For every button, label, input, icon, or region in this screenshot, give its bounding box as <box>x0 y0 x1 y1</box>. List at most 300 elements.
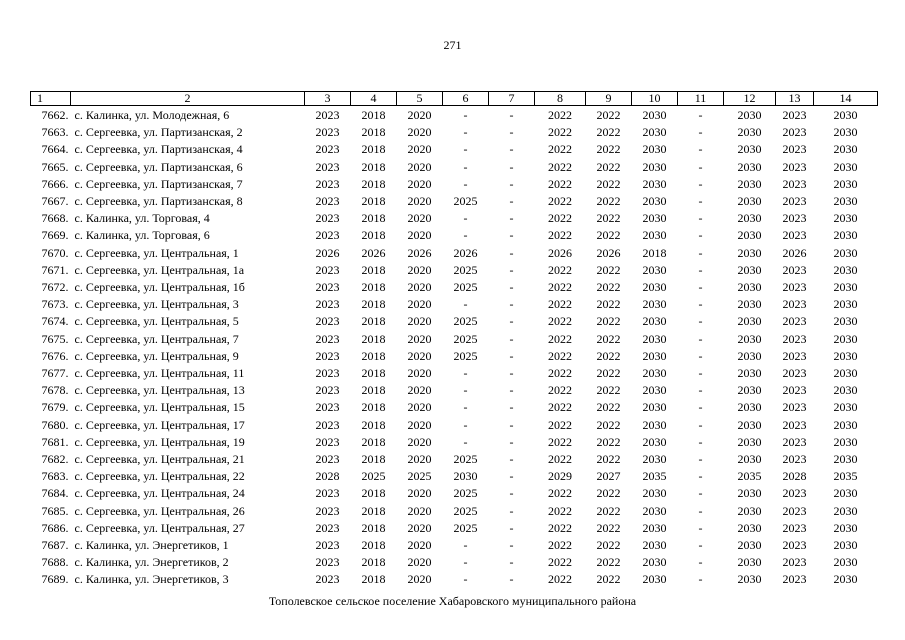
year-cell: 2022 <box>548 520 572 535</box>
year-cell: - <box>463 125 468 140</box>
year-cell: - <box>463 142 468 157</box>
year-cell: - <box>509 280 514 295</box>
year-cell: - <box>698 228 703 243</box>
year-cell: 2023 <box>315 108 340 122</box>
year-cell: 2023 <box>315 400 340 415</box>
year-cell: 2030 <box>642 297 667 312</box>
year-cell: 2030 <box>833 503 858 518</box>
year-cell: 2035 <box>833 469 858 484</box>
table-row <box>31 417 878 434</box>
year-cell: 2018 <box>361 176 386 191</box>
year-cell: 2030 <box>737 245 762 260</box>
year-cell: 2023 <box>315 176 340 191</box>
year-cell: 2020 <box>407 297 432 312</box>
year-cell: 2023 <box>782 194 807 209</box>
year-cell: 2020 <box>407 280 432 295</box>
year-cell: 2018 <box>361 348 386 363</box>
year-cell: 2030 <box>833 348 858 363</box>
year-cell: 2018 <box>361 331 386 346</box>
column-header-12: 12 <box>724 92 776 106</box>
year-cell: - <box>509 469 514 484</box>
schedule-table <box>30 91 878 589</box>
row-number: 7666. <box>41 176 69 191</box>
address-cell: с. Сергеевка, ул. Центральная, 13 <box>74 383 245 398</box>
table-row <box>31 348 878 365</box>
year-cell: 2020 <box>407 331 432 346</box>
year-cell: 2030 <box>642 159 667 174</box>
year-cell: 2022 <box>596 314 621 329</box>
address-cell: с. Сергеевка, ул. Центральная, 22 <box>74 469 245 484</box>
year-cell: 2030 <box>642 280 667 295</box>
address-cell: с. Сергеевка, ул. Партизанская, 6 <box>74 159 243 174</box>
year-cell: 2030 <box>833 142 858 157</box>
row-number: 7669. <box>41 228 69 243</box>
year-cell: 2022 <box>596 572 621 587</box>
year-cell: 2030 <box>737 176 762 191</box>
year-cell: 2020 <box>407 417 432 432</box>
year-cell: 2018 <box>361 125 386 140</box>
address-cell: с. Калинка, ул. Торговая, 6 <box>74 228 210 243</box>
year-cell: 2020 <box>407 366 432 381</box>
page-number: 271 <box>443 38 462 52</box>
year-cell: - <box>698 331 703 346</box>
year-cell: 2023 <box>782 555 807 570</box>
year-cell: - <box>698 176 703 191</box>
year-cell: - <box>698 125 703 140</box>
year-cell: 2020 <box>407 159 432 174</box>
year-cell: 2030 <box>642 538 667 553</box>
year-cell: - <box>509 434 514 449</box>
year-cell: 2020 <box>407 400 432 415</box>
year-cell: 2030 <box>737 434 762 449</box>
year-cell: 2030 <box>833 572 858 587</box>
year-cell: 2030 <box>833 417 858 432</box>
year-cell: - <box>509 108 514 122</box>
address-cell: с. Сергеевка, ул. Центральная, 1б <box>74 280 245 295</box>
year-cell: 2023 <box>782 572 807 587</box>
year-cell: 2030 <box>833 176 858 191</box>
year-cell: 2018 <box>361 538 386 553</box>
year-cell: 2030 <box>642 400 667 415</box>
year-cell: 2030 <box>833 262 858 277</box>
year-cell: 2030 <box>642 452 667 467</box>
year-cell: 2023 <box>315 331 340 346</box>
table-row <box>31 176 878 193</box>
address-cell: с. Сергеевка, ул. Партизанская, 2 <box>74 125 243 140</box>
year-cell: 2023 <box>782 400 807 415</box>
year-cell: 2023 <box>782 280 807 295</box>
year-cell: 2022 <box>596 417 621 432</box>
year-cell: - <box>463 555 468 570</box>
table-row <box>31 537 878 554</box>
table-header-row <box>31 92 878 106</box>
year-cell: - <box>509 159 514 174</box>
year-cell: 2030 <box>833 228 858 243</box>
year-cell: - <box>698 159 703 174</box>
row-number: 7670. <box>41 245 69 260</box>
year-cell: 2023 <box>315 383 340 398</box>
year-cell: 2030 <box>833 366 858 381</box>
year-cell: 2030 <box>737 366 762 381</box>
year-cell: 2020 <box>407 108 432 122</box>
year-cell: 2030 <box>833 108 858 122</box>
row-number: 7677. <box>41 366 69 381</box>
year-cell: 2023 <box>315 366 340 381</box>
year-cell: 2030 <box>833 280 858 295</box>
row-number: 7681. <box>41 434 69 449</box>
year-cell: 2025 <box>453 348 478 363</box>
year-cell: 2018 <box>361 280 386 295</box>
year-cell: - <box>463 366 468 381</box>
year-cell: 2030 <box>642 262 667 277</box>
year-cell: 2023 <box>782 417 807 432</box>
row-number: 7663. <box>41 125 69 140</box>
year-cell: 2022 <box>548 383 572 398</box>
year-cell: 2026 <box>782 245 807 260</box>
year-cell: - <box>698 503 703 518</box>
year-cell: 2023 <box>315 417 340 432</box>
year-cell: - <box>463 176 468 191</box>
year-cell: 2030 <box>642 314 667 329</box>
year-cell: 2020 <box>407 348 432 363</box>
year-cell: - <box>509 262 514 277</box>
table-row <box>31 451 878 468</box>
year-cell: 2018 <box>361 159 386 174</box>
table-row <box>31 141 878 158</box>
address-cell: с. Калинка, ул. Энергетиков, 2 <box>74 555 229 570</box>
year-cell: 2018 <box>361 142 386 157</box>
row-number: 7668. <box>41 211 69 226</box>
column-header-7: 7 <box>489 92 535 106</box>
year-cell: 2035 <box>642 469 667 484</box>
table-row <box>31 485 878 502</box>
year-cell: 2022 <box>596 452 621 467</box>
year-cell: 2030 <box>642 348 667 363</box>
year-cell: 2023 <box>782 176 807 191</box>
table-row <box>31 262 878 279</box>
year-cell: - <box>509 314 514 329</box>
year-cell: 2025 <box>453 486 478 501</box>
year-cell: - <box>463 108 468 122</box>
year-cell: - <box>509 348 514 363</box>
year-cell: 2022 <box>596 108 621 122</box>
year-cell: 2025 <box>453 452 478 467</box>
address-cell: с. Сергеевка, ул. Центральная, 5 <box>74 314 239 329</box>
year-cell: 2020 <box>407 538 432 553</box>
year-cell: 2020 <box>407 520 432 535</box>
year-cell: 2030 <box>737 262 762 277</box>
year-cell: - <box>509 245 514 260</box>
address-cell: с. Сергеевка, ул. Центральная, 19 <box>74 434 245 449</box>
year-cell: 2030 <box>737 383 762 398</box>
year-cell: 2030 <box>453 469 478 484</box>
year-cell: 2030 <box>833 159 858 174</box>
year-cell: 2023 <box>782 434 807 449</box>
year-cell: 2030 <box>737 108 762 122</box>
year-cell: 2030 <box>737 520 762 535</box>
year-cell: - <box>463 572 468 587</box>
year-cell: 2022 <box>596 280 621 295</box>
address-cell: с. Калинка, ул. Молодежная, 6 <box>74 108 230 122</box>
year-cell: - <box>509 176 514 191</box>
table-row <box>31 571 878 588</box>
year-cell: - <box>463 400 468 415</box>
year-cell: 2023 <box>315 142 340 157</box>
column-header-4: 4 <box>351 92 397 106</box>
column-header-9: 9 <box>586 92 632 106</box>
table-row <box>31 434 878 451</box>
address-cell: с. Сергеевка, ул. Центральная, 9 <box>74 348 239 363</box>
year-cell: 2026 <box>315 245 340 260</box>
year-cell: 2023 <box>315 262 340 277</box>
year-cell: 2022 <box>548 572 572 587</box>
year-cell: 2022 <box>548 503 572 518</box>
year-cell: 2022 <box>596 331 621 346</box>
year-cell: 2023 <box>782 452 807 467</box>
row-number: 7662. <box>41 108 69 122</box>
year-cell: 2023 <box>782 538 807 553</box>
year-cell: 2030 <box>737 400 762 415</box>
year-cell: - <box>509 142 514 157</box>
table-row <box>31 193 878 210</box>
year-cell: 2020 <box>407 555 432 570</box>
year-cell: 2025 <box>407 469 432 484</box>
year-cell: - <box>509 572 514 587</box>
year-cell: - <box>698 262 703 277</box>
year-cell: 2022 <box>596 383 621 398</box>
year-cell: - <box>509 211 514 226</box>
year-cell: - <box>698 366 703 381</box>
year-cell: 2030 <box>642 228 667 243</box>
year-cell: 2023 <box>782 211 807 226</box>
year-cell: - <box>463 159 468 174</box>
year-cell: 2026 <box>453 245 478 260</box>
year-cell: - <box>698 142 703 157</box>
address-cell: с. Сергеевка, ул. Центральная, 1 <box>74 245 239 260</box>
year-cell: 2022 <box>548 297 572 312</box>
year-cell: 2025 <box>453 314 478 329</box>
year-cell: 2025 <box>453 262 478 277</box>
year-cell: 2022 <box>596 366 621 381</box>
year-cell: 2022 <box>548 159 572 174</box>
row-number: 7676. <box>41 348 69 363</box>
year-cell: 2025 <box>361 469 386 484</box>
year-cell: 2025 <box>453 194 478 209</box>
year-cell: - <box>463 417 468 432</box>
year-cell: - <box>698 486 703 501</box>
address-cell: с. Сергеевка, ул. Центральная, 11 <box>74 366 245 381</box>
year-cell: - <box>698 520 703 535</box>
year-cell: - <box>509 503 514 518</box>
year-cell: 2025 <box>453 520 478 535</box>
year-cell: 2022 <box>596 194 621 209</box>
year-cell: 2030 <box>737 417 762 432</box>
year-cell: 2022 <box>548 125 572 140</box>
year-cell: - <box>698 417 703 432</box>
year-cell: 2022 <box>548 417 572 432</box>
year-cell: 2023 <box>315 486 340 501</box>
year-cell: 2022 <box>548 176 572 191</box>
table-row <box>31 296 878 313</box>
year-cell: 2022 <box>548 486 572 501</box>
year-cell: 2030 <box>642 486 667 501</box>
year-cell: 2022 <box>548 194 572 209</box>
year-cell: 2018 <box>361 520 386 535</box>
year-cell: - <box>463 211 468 226</box>
year-cell: 2023 <box>782 262 807 277</box>
year-cell: 2022 <box>596 228 621 243</box>
table-row <box>31 382 878 399</box>
year-cell: 2027 <box>596 469 621 484</box>
year-cell: 2023 <box>782 142 807 157</box>
year-cell: 2023 <box>782 125 807 140</box>
address-cell: с. Сергеевка, ул. Центральная, 15 <box>74 400 245 415</box>
year-cell: - <box>698 572 703 587</box>
row-number: 7675. <box>41 331 69 346</box>
address-cell: с. Сергеевка, ул. Центральная, 26 <box>74 503 245 518</box>
year-cell: 2023 <box>782 366 807 381</box>
year-cell: 2023 <box>315 159 340 174</box>
year-cell: 2018 <box>361 194 386 209</box>
address-cell: с. Сергеевка, ул. Центральная, 24 <box>74 486 245 501</box>
table-row <box>31 468 878 485</box>
year-cell: 2018 <box>361 366 386 381</box>
year-cell: - <box>509 297 514 312</box>
year-cell: 2018 <box>361 572 386 587</box>
year-cell: 2018 <box>361 383 386 398</box>
year-cell: - <box>698 383 703 398</box>
column-header-1: 1 <box>31 92 71 106</box>
year-cell: 2030 <box>833 538 858 553</box>
year-cell: 2030 <box>642 417 667 432</box>
year-cell: 2022 <box>548 228 572 243</box>
table-row <box>31 365 878 382</box>
year-cell: 2022 <box>548 142 572 157</box>
year-cell: - <box>698 297 703 312</box>
year-cell: - <box>509 486 514 501</box>
year-cell: 2030 <box>642 142 667 157</box>
year-cell: - <box>698 555 703 570</box>
year-cell: 2030 <box>833 211 858 226</box>
year-cell: - <box>698 280 703 295</box>
year-cell: 2035 <box>737 469 762 484</box>
address-cell: с. Сергеевка, ул. Партизанская, 8 <box>74 194 243 209</box>
year-cell: 2022 <box>548 280 572 295</box>
address-cell: с. Сергеевка, ул. Центральная, 27 <box>74 520 245 535</box>
year-cell: 2023 <box>782 331 807 346</box>
year-cell: 2022 <box>548 366 572 381</box>
year-cell: 2026 <box>361 245 386 260</box>
year-cell: 2022 <box>596 538 621 553</box>
row-number: 7684. <box>41 486 69 501</box>
year-cell: 2020 <box>407 142 432 157</box>
year-cell: 2030 <box>833 486 858 501</box>
year-cell: 2023 <box>782 108 807 122</box>
year-cell: - <box>698 348 703 363</box>
year-cell: 2023 <box>315 314 340 329</box>
row-number: 7665. <box>41 159 69 174</box>
year-cell: 2030 <box>833 520 858 535</box>
year-cell: 2030 <box>737 142 762 157</box>
year-cell: 2030 <box>642 176 667 191</box>
year-cell: 2022 <box>548 211 572 226</box>
year-cell: - <box>509 452 514 467</box>
year-cell: 2030 <box>833 434 858 449</box>
year-cell: 2020 <box>407 228 432 243</box>
table-row <box>31 331 878 348</box>
table-row <box>31 503 878 520</box>
footer-caption: Тополевское сельское поселение Хабаровского муниципального района <box>268 594 637 608</box>
year-cell: 2030 <box>642 331 667 346</box>
year-cell: 2020 <box>407 176 432 191</box>
column-header-2: 2 <box>71 92 305 106</box>
year-cell: 2018 <box>642 245 667 260</box>
year-cell: 2023 <box>782 520 807 535</box>
address-cell: с. Сергеевка, ул. Центральная, 21 <box>74 452 245 467</box>
year-cell: 2030 <box>737 572 762 587</box>
year-cell: 2026 <box>407 245 432 260</box>
year-cell: 2030 <box>642 108 667 122</box>
year-cell: 2030 <box>642 125 667 140</box>
year-cell: 2030 <box>833 314 858 329</box>
year-cell: 2020 <box>407 486 432 501</box>
year-cell: 2030 <box>833 194 858 209</box>
year-cell: 2022 <box>596 348 621 363</box>
year-cell: - <box>698 400 703 415</box>
year-cell: 2022 <box>548 538 572 553</box>
year-cell: 2026 <box>596 245 621 260</box>
year-cell: 2022 <box>596 125 621 140</box>
year-cell: - <box>463 383 468 398</box>
year-cell: 2022 <box>596 297 621 312</box>
year-cell: 2020 <box>407 572 432 587</box>
year-cell: 2018 <box>361 228 386 243</box>
year-cell: 2023 <box>315 228 340 243</box>
column-header-13: 13 <box>776 92 814 106</box>
column-header-11: 11 <box>678 92 724 106</box>
year-cell: - <box>509 538 514 553</box>
table-row <box>31 124 878 141</box>
year-cell: - <box>509 125 514 140</box>
row-number: 7689. <box>41 572 69 587</box>
year-cell: 2022 <box>596 262 621 277</box>
year-cell: 2022 <box>596 486 621 501</box>
year-cell: 2018 <box>361 452 386 467</box>
year-cell: 2020 <box>407 125 432 140</box>
year-cell: - <box>698 434 703 449</box>
table-row <box>31 399 878 416</box>
year-cell: - <box>698 452 703 467</box>
table-row <box>31 159 878 176</box>
row-number: 7680. <box>41 417 69 432</box>
year-cell: 2023 <box>315 572 340 587</box>
address-cell: с. Сергеевка, ул. Центральная, 17 <box>74 417 245 432</box>
address-cell: с. Калинка, ул. Торговая, 4 <box>74 211 210 226</box>
year-cell: 2030 <box>737 348 762 363</box>
year-cell: 2023 <box>782 297 807 312</box>
year-cell: 2030 <box>642 555 667 570</box>
address-cell: с. Калинка, ул. Энергетиков, 3 <box>74 572 229 587</box>
year-cell: 2026 <box>548 245 572 260</box>
column-header-6: 6 <box>443 92 489 106</box>
year-cell: 2022 <box>596 434 621 449</box>
address-cell: с. Сергеевка, ул. Центральная, 1а <box>74 262 245 277</box>
year-cell: - <box>698 108 703 122</box>
year-cell: 2023 <box>315 520 340 535</box>
year-cell: 2018 <box>361 417 386 432</box>
year-cell: 2018 <box>361 503 386 518</box>
year-cell: 2030 <box>642 572 667 587</box>
